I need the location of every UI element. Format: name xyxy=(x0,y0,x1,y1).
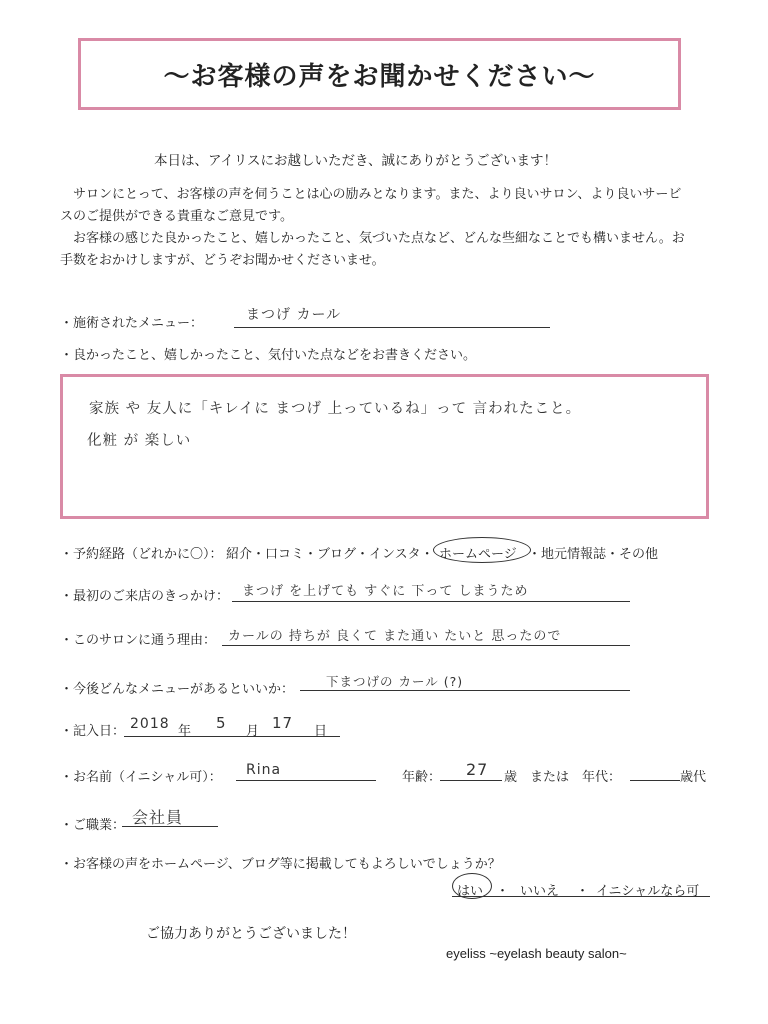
reason-underline xyxy=(222,645,630,646)
comment-line-1: 家族 や 友人に「キレイに まつげ 上っているね」って 言われたこと。 xyxy=(89,401,582,417)
first-visit-underline xyxy=(232,601,630,602)
age-value: 27 xyxy=(466,760,489,779)
job-label: ・ご職業： xyxy=(60,818,126,833)
job-value: 会社員 xyxy=(132,808,184,827)
date-day: 17 xyxy=(272,714,294,732)
era-label: 年代： xyxy=(582,770,622,785)
date-year-unit: 年 xyxy=(178,724,192,739)
first-visit-value: まつげ を上げても すぐに 下って しまうため xyxy=(242,584,529,599)
date-month-unit: 月 xyxy=(246,724,260,739)
intro-line-3: お客様の感じた良かったこと、嬉しかったこと、気づいた点など、どんな些細なことでも構いません。お xyxy=(60,231,685,246)
page-title: 〜お客様の声をお聞かせください〜 xyxy=(163,61,596,92)
thanks-text: ご協力ありがとうございました！ xyxy=(146,926,356,942)
menu-underline xyxy=(234,327,550,328)
publish-no: いいえ xyxy=(520,884,560,899)
reason-label: ・このサロンに通う理由： xyxy=(60,633,217,648)
publish-initial: イニシャルなら可 xyxy=(596,884,700,899)
reason-value: カールの 持ちが 良くて また通い たいと 思ったので xyxy=(228,629,562,644)
title-box xyxy=(78,38,681,110)
comment-line-2: 化粧 が 楽しい xyxy=(87,433,192,449)
future-menu-label: ・今後どんなメニューがあるといいか： xyxy=(60,682,295,697)
date-day-unit: 日 xyxy=(314,724,328,739)
comment-box xyxy=(60,374,709,519)
publish-underline xyxy=(452,896,710,897)
job-underline xyxy=(122,826,218,827)
age-or: または xyxy=(530,770,570,785)
date-underline xyxy=(124,736,340,737)
age-label: 年齢： xyxy=(402,770,442,785)
era-underline xyxy=(630,780,680,781)
route-circle xyxy=(433,537,531,563)
date-year: 2018 xyxy=(130,716,170,732)
footer-salon-name: eyeliss ~eyelash beauty salon~ xyxy=(446,946,627,961)
name-value: Rina xyxy=(246,762,282,778)
route-label: ・予約経路（どれかに〇）： xyxy=(60,547,223,562)
route-selected: ホームページ xyxy=(439,547,517,562)
intro-line-1: サロンにとって、お客様の声を伺うことは心の励みとなります。また、より良いサロン、より良いサービ xyxy=(60,187,682,202)
publish-sep-1: ・ xyxy=(496,884,510,899)
intro-line-4: 手数をおかけしますが、どうぞお聞かせくださいませ。 xyxy=(60,253,385,268)
future-menu-value: 下まつげの カール (?) xyxy=(326,674,464,689)
future-menu-underline xyxy=(300,690,630,691)
good-points-label: ・良かったこと、嬉しかったこと、気付いた点などをお書きください。 xyxy=(60,348,477,363)
menu-label: ・施術されたメニュー： xyxy=(60,316,204,331)
name-label: ・お名前（イニシャル可）： xyxy=(60,770,222,785)
date-label: ・記入日： xyxy=(60,724,126,739)
greeting: 本日は、アイリスにお越しいただき、誠にありがとうございます！ xyxy=(154,153,557,169)
date-month: 5 xyxy=(216,714,227,732)
age-unit: 歳 xyxy=(504,770,518,785)
publish-sep-2: ・ xyxy=(576,884,590,899)
intro-line-2: スのご提供ができる貴重なご意見です。 xyxy=(60,209,293,224)
name-underline xyxy=(236,780,376,781)
first-visit-label: ・最初のご来店のきっかけ： xyxy=(60,589,230,604)
route-options-after: ・地元情報誌・その他 xyxy=(528,547,659,562)
era-unit: 歳代 xyxy=(680,770,707,785)
publish-question: ・お客様の声をホームページ、ブログ等に掲載してもよろしいでしょうか？ xyxy=(60,857,501,872)
route-options: 紹介・口コミ・ブログ・インスタ・ xyxy=(226,547,434,562)
menu-value: まつげ カール xyxy=(246,307,342,323)
publish-yes: はい xyxy=(457,884,484,899)
age-underline xyxy=(440,780,502,781)
